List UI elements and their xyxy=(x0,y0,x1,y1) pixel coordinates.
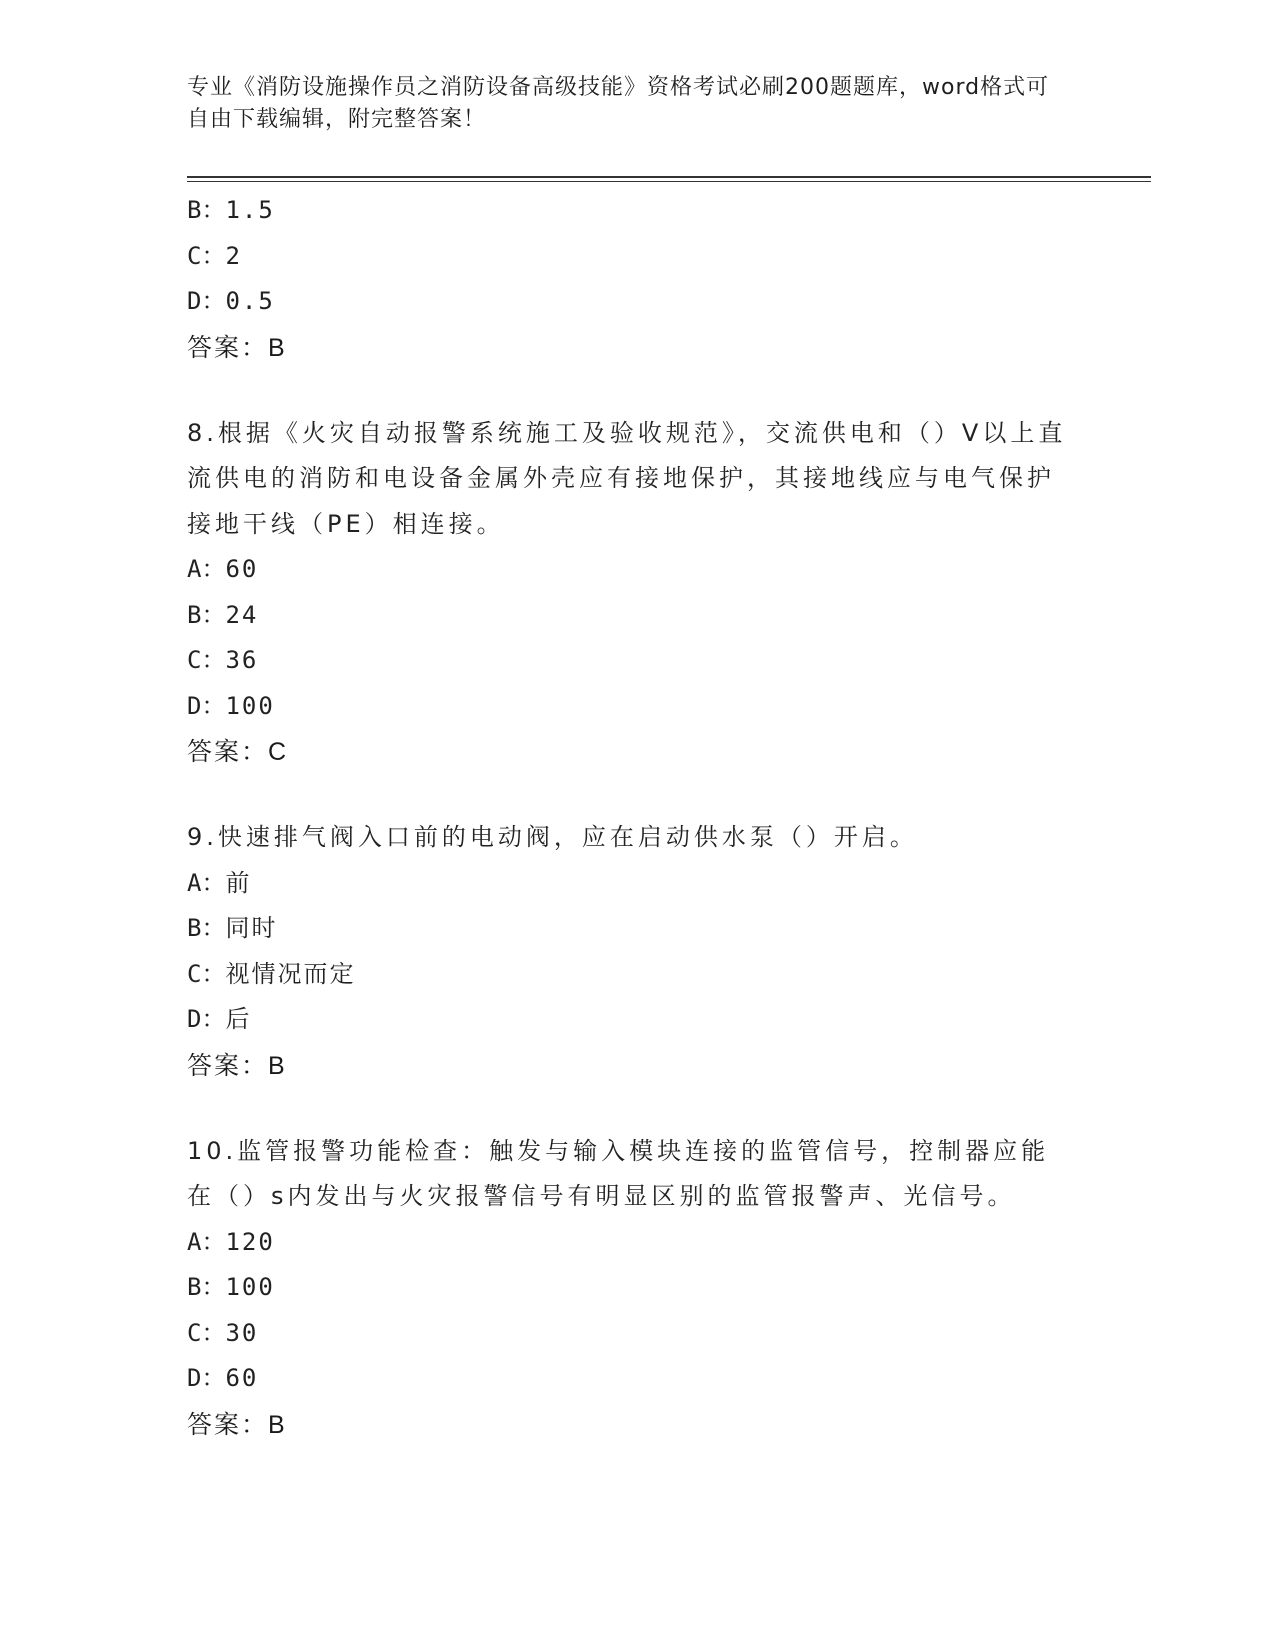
option-label: C： xyxy=(187,1318,226,1347)
option-label: D： xyxy=(187,1005,226,1033)
option-d xyxy=(187,997,1087,1043)
option-c xyxy=(187,638,1087,684)
option-b xyxy=(187,593,1087,639)
option-label: D： xyxy=(187,287,226,315)
option-c xyxy=(187,952,1087,998)
header-divider-thick xyxy=(187,176,1151,178)
option-c xyxy=(187,234,1087,280)
option-d xyxy=(187,684,1087,730)
option-value: 1.5 xyxy=(225,196,275,224)
question-list xyxy=(187,188,1087,1448)
header-divider-thin xyxy=(187,181,1151,182)
answer-key: B xyxy=(268,1410,287,1439)
answer-line xyxy=(187,325,1087,371)
option-a xyxy=(187,861,1087,907)
option-value: 120 xyxy=(225,1227,275,1256)
option-value: 60 xyxy=(225,1364,259,1392)
question-7-continued xyxy=(187,188,1087,371)
header-text: 专业《消防设施操作员之消防设备高级技能》资格考试必刷200题题库，word格式可自由下载编辑，附完整答案！ xyxy=(187,75,1050,132)
option-label: D： xyxy=(187,691,226,720)
option-c xyxy=(187,1311,1087,1357)
option-label: B： xyxy=(187,600,226,629)
answer-line xyxy=(187,729,1087,775)
option-value: 100 xyxy=(225,1273,275,1301)
option-label: C： xyxy=(187,959,226,988)
option-value: 2 xyxy=(225,241,242,270)
answer-key: B xyxy=(268,333,287,362)
answer-key: B xyxy=(268,1051,287,1080)
option-label: C： xyxy=(187,646,226,674)
option-d xyxy=(187,1356,1087,1402)
answer-key: C xyxy=(268,738,289,766)
option-label: A： xyxy=(187,555,226,583)
question-8 xyxy=(187,411,1087,776)
option-a xyxy=(187,547,1087,593)
option-value: 24 xyxy=(225,600,259,629)
option-value: 30 xyxy=(225,1318,259,1347)
question-10 xyxy=(187,1129,1087,1448)
option-value: 36 xyxy=(225,646,259,674)
question-text: 9.快速排气阀入口前的电动阀，应在启动供水泵（）开启。 xyxy=(187,823,918,851)
option-value: 0.5 xyxy=(225,287,275,315)
document-header xyxy=(187,72,1067,136)
option-label: A： xyxy=(187,1227,226,1256)
option-value: 视情况而定 xyxy=(225,959,356,988)
option-a xyxy=(187,1220,1087,1266)
option-value: 同时 xyxy=(225,914,278,942)
option-b xyxy=(187,1265,1087,1311)
question-text: 10.监管报警功能检查：触发与输入模块连接的监管信号，控制器应能在（）s内发出与火灾报警信号有明显区别的监管报警声、光信号。 xyxy=(187,1136,1050,1210)
answer-label: 答案： xyxy=(187,737,269,766)
answer-label: 答案： xyxy=(187,1050,269,1080)
option-label: A： xyxy=(187,868,226,897)
option-label: C： xyxy=(187,241,226,270)
answer-line xyxy=(187,1402,1087,1448)
option-value: 100 xyxy=(225,691,275,720)
option-label: B： xyxy=(187,1273,226,1301)
option-value: 后 xyxy=(225,1005,252,1033)
answer-line xyxy=(187,1043,1087,1089)
option-label: B： xyxy=(187,914,226,942)
answer-label: 答案： xyxy=(187,1409,269,1439)
question-9 xyxy=(187,815,1087,1089)
option-d xyxy=(187,279,1087,325)
question-text: 8.根据《火灾自动报警系统施工及验收规范》，交流供电和（）V以上直流供电的消防和电设备金属外壳应有接地保护，其接地线应与电气保护接地干线（PE）相连接。 xyxy=(187,418,1067,538)
option-label: D： xyxy=(187,1364,226,1392)
option-value: 60 xyxy=(225,555,259,583)
option-b xyxy=(187,188,1087,234)
answer-label: 答案： xyxy=(187,332,269,362)
option-b xyxy=(187,906,1087,952)
option-value: 前 xyxy=(225,868,252,897)
option-label: B： xyxy=(187,196,226,224)
